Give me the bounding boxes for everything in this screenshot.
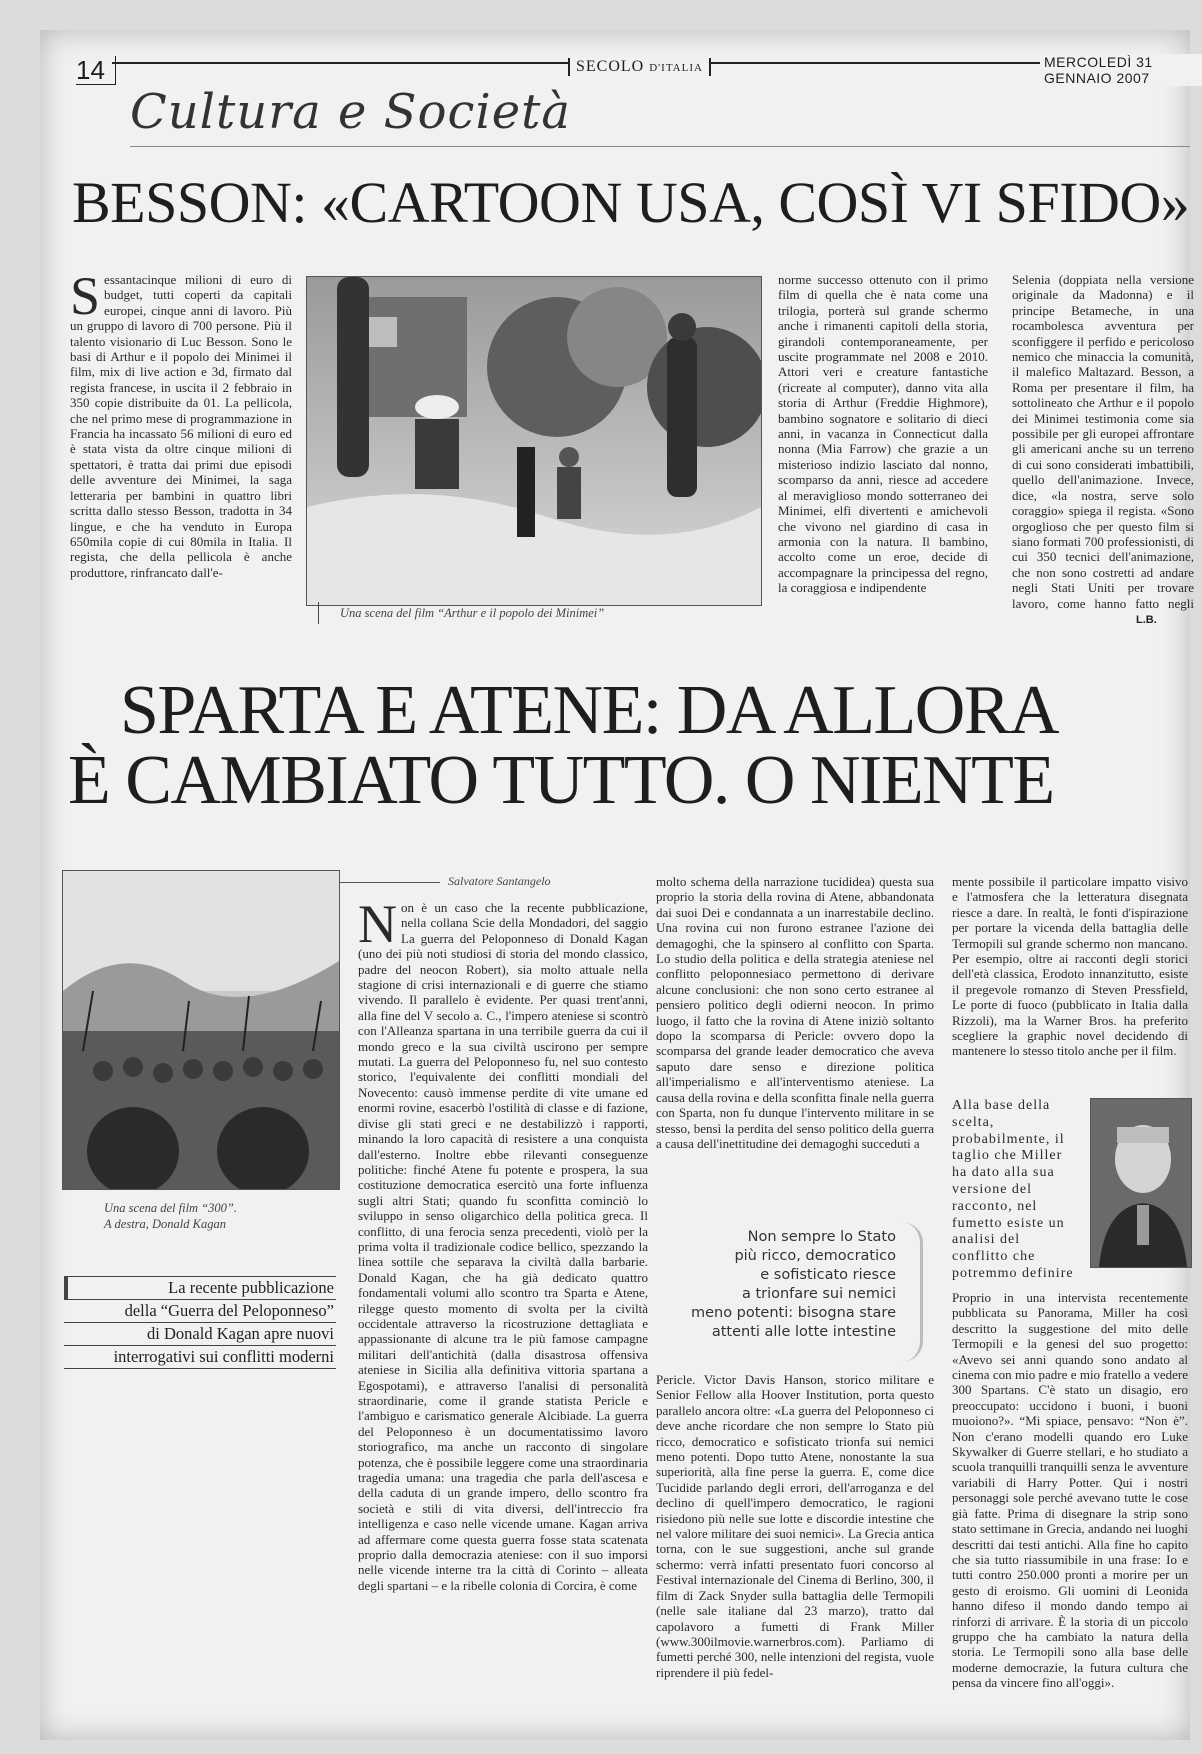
article2-column-3-top: mente possibile il particolare impatto visivo e l'atmosfera che la letteratura disegnata riesce a dare. In realtà, le fonti d'ispirazione per portare la vicenda della battaglia delle Termopili sul grande schermo non mancano. Per esempio, oltre ai racconti degli storici dell'età classica, Erodoto innanzitutto, esiste il pregevole romanzo di Steven Pressfield, Le porte di fuoco (pubblicato in Italia dalla Rizzoli), ma la Warner Bros. ha preferito scegliere la graphic novel decidendo di mantenere lo stesso titolo anche per il film. bbox=[952, 874, 1188, 1059]
article1-headline: BESSON: «CARTOON USA, COSÌ VI SFIDO» bbox=[72, 170, 1190, 235]
byline-rule bbox=[340, 882, 440, 883]
article2-column-3-middle: Alla base della scelta, probabilmente, il taglio che Miller ha dato alla sua versione del racconto, nel fumetto esiste un analisi del conflitto che potremmo definire bbox=[952, 1098, 1074, 1281]
callout-line-2: della “Guerra del Peloponneso” bbox=[64, 1300, 336, 1323]
pullquote-line-5: meno potenti: bisogna stare bbox=[690, 1305, 896, 1321]
arthur-scene-illustration bbox=[307, 277, 761, 605]
portrait-illustration bbox=[1091, 1099, 1191, 1267]
callout-line-4: interrogativi sui conflitti moderni bbox=[64, 1346, 336, 1369]
article2-headline-line-2: È CAMBIATO TUTTO. O NIENTE bbox=[68, 742, 1054, 819]
donald-kagan-photo bbox=[1090, 1098, 1192, 1268]
article2-column-1 bbox=[358, 900, 648, 1722]
issue-date: MERCOLEDÌ 31 GENNAIO 2007 bbox=[1040, 54, 1202, 86]
article2-column-2-top: molto schema della narrazione tucididea) questa sua proprio la storia della rovina di Atene, abbandonata dai suoi Dei e condannata a un inarrestabile declino. Una rovina cui non furono estranee l'azione dei demagoghi, che la spinsero al conflitto con Sparta. Lo studio della politica e della strategia ateniese nel conflitto peloponnesiaco permettono di derivare alcune conclusioni: che non sono certo estranee al pensiero politico degli odierni neocon. In primo luogo, il fatto che la rovina di Atene iniziò soltanto dopo la scomparsa di Pericle: ovvero dopo la scomparsa del grande leader democratico che aveva saputo dare senso e direzione politica all'imperialismo e all'interventismo ateniese. La causa della rovina e della sconfitta finale nella guerra con Sparta, non fu dunque l'intervento militare in se stesso, bensì la perdita del senso politico della guerra a causa dell'inettitudine dei demagoghi succeduti a bbox=[656, 874, 934, 1151]
article1-column-3: Selenia (doppiata nella versione originale da Madonna) e il principe Betameche, in una rocambolesca avventura per sconfiggere il perfido e pericoloso nemico che minaccia la comunità, il malefico Maltazard. Besson, a Roma per presentare il film, ha sottolineato che Arthur e il popolo dei Minimei testimonia come sia possibile per gli europei affrontare gli americani anche su un terreno di cui sono considerati imbattibili, quello dell'animazione. Invece, dice, «la nostra, serve solo coraggio» spiega il regista. «Sono orgoglioso che per questo film si siano formati 700 professionisti, di cui 350 tecnici dell'animazione, che non sono costretti ad andare negli Stati Uniti per trovare lavoro, come hanno fatto negli bbox=[1012, 272, 1194, 611]
article2-caption-line-1: Una scena del film “300”. bbox=[104, 1201, 237, 1215]
article1-photo-caption: Una scena del film “Arthur e il popolo dei Minimei” bbox=[340, 606, 605, 620]
article1-column-2: norme successo ottenuto con il primo film di quella che è nata come una trilogia, porterà sul grande schermo anche i rimanenti capitoli della storia, girandoli contemporaneamente, per uscite programmate nel 2008 e 2010. Attori veri e creature fantastiche (ricreate al computer), danno vita alla storia di Arthur (Freddie Highmore), bambino sognatore e solitario di dieci anni, in vacanza in Connecticut dalla nonna (Mia Farrow) che grazie a un misterioso indizio lasciato dal nonno, scomparso da anni, riesce ad accedere al meraviglioso mondo sotterraneo dei Minimei, elfi divertenti e amichevoli che vivono nel giardino di casa in armonia con la natura. Il bambino, accolto come un eroe, decide di accompagnare la principessa del regno, la coraggiosa e indipendente bbox=[778, 272, 988, 596]
article1-signoff: L.B. bbox=[1136, 614, 1157, 626]
callout-line-3: di Donald Kagan apre nuovi bbox=[64, 1323, 336, 1346]
article2-caption-line-2: A destra, Donald Kagan bbox=[104, 1217, 226, 1231]
section-rule bbox=[130, 146, 1190, 147]
article2-pullquote bbox=[660, 1228, 896, 1342]
film-300-photo bbox=[62, 870, 340, 1190]
article2-headline-line-1: SPARTA E ATENE: DA ALLORA bbox=[120, 672, 1059, 749]
article2-photo-caption bbox=[104, 1200, 237, 1232]
article1-dropcap: S bbox=[70, 272, 101, 326]
article2-dropcap: N bbox=[358, 900, 397, 954]
article1-column-1 bbox=[70, 272, 292, 630]
masthead bbox=[568, 58, 711, 76]
article2-col1-text: on è un caso che la recente pubblicazione, nella collana Scie della Mondadori, del saggio La guerra del Peloponneso di Donald Kagan (uno dei più noti studiosi di storia del mondo classico, padre del neocon Robert), sia molto attuale nella stagione di crisi internazionali e di guerre che stiamo vivendo. Il parallelo è evidente. Per quasi trent'anni, alla fine del V secolo a. C., l'impero ateniese si scontrò con l'Alleanza spartana in una terribile guerra da cui il mondo greco e la sua civiltà uscirono per sempre mutati. La guerra del Peloponneso fu, nel suo contesto storico, l'equivalente dei conflitti mondiali del Novecento: causò immense perdite di vite umane ed enormi rovine, esacerbò l'ostilità di classe e di fazione, divise gli stati greci e ne destabilizzò i rapporti, minando la loro capacità di resistere a una conquista dall'esterno. Inoltre ebbe rilevanti conseguenze politiche: finché Atene fu potente e prospera, la sua costituzione democratica esercitò una forte influenza sugli altri Stati; quando fu sconfitta cominciò lo sviluppo in senso oligarchico della politica greca. Il conflitto, di una ferocia senza precedenti, violò per la prima volta il tradizionale codice bellico, spezzando la linea sottile che separava la civiltà dalla barbarie. Donald Kagan, che ha già dedicato quattro fondamentali volumi allo scontro tra Sparta e Atene, rilegge questo momento di svolta per la civiltà occidentale attraverso la ricostruzione dettagliata e appassionante di alcune tra le più famose campagne militari dell'antichità (dalla disastrosa offensiva ateniese in Sicilia alla definitiva vittoria spartana a Egospotami), e attraverso l'analisi di personalità straordinarie, come il grande statista Pericle e l'ambiguo e carismatico generale Alcibiade. La guerra del Peloponneso è un documentatissimo lavoro storiografico, ma anche un racconto di singolare potenza, che è possibile leggere come una straordinaria tragedia umana: una tragedia che parla dell'ascesa e della caduta di un grande impero, dello scontro fra società e stili di vita diversi, dell'intreccio fra intelligenza e caso nelle vicende umane. Kagan arriva ad affermare come questa guerra fosse stata scatenata proprio dalla democrazia ateniese: con il suo imporsi nelle vicende interne tra la città di Corinto – alleata degli spartani – e la ribelle colonia di Corcira, è come bbox=[358, 900, 648, 1593]
pullquote-line-1: Non sempre lo Stato bbox=[747, 1229, 896, 1245]
article2-column-2-bottom: Pericle. Victor Davis Hanson, storico militare e Senior Fellow alla Hoover Institution, porta questo parallelo ancora oltre: «La guerra del Peloponneso ci deve anche ricordare che non sempre lo Stato più ricco, democratico e sofisticato trionfa sui nemici meno potenti. Dopo tutto Atene, nonostante la sua superiorità, alla fine perse la guerra. E, come dice Tucidide parlando degli errori, dell'arroganza e del declino di quell'impero democratico, le ragioni risiedono più nelle sue lotte e discordie intestine che nel valore militare dei suoi nemici». La Grecia antica torna, con le sue suggestioni, anche sul grande schermo: verrà infatti presentato fuori concorso al Festival internazionale del Cinema di Berlino, 300, il film di Zack Snyder sulla battaglia delle Termopili (nelle sale italiane dal 23 marzo), tratto dal capolavoro a fumetti di Frank Miller (www.300ilmovie.warnerbros.com). Parliamo di fumetti perché 300, nelle intenzioni del regista, vuole riprendere il più fedel- bbox=[656, 1372, 934, 1680]
article2-headline bbox=[68, 672, 1202, 819]
pullquote-bracket bbox=[902, 1222, 923, 1362]
article1-col1-text: essantacinque milioni di euro di budget, tutti coperti da capitali europei, cinque anni di lavoro. Più un gruppo di lavoro di 700 persone. Più il talento visionario di Luc Besson. Sono le basi di Arthur e il popolo dei Minimei il film, mix di live action e 3d, firmato dal regista francese, in uscita il 2 febbraio in 350 copie distribuite da 01. La pellicola, che nel primo mese di programmazione in Francia ha incassato 56 milioni di euro ed è stata vista da oltre cinque milioni di spettatori, è tratta dai primi due episodi delle avventure dei Minimei, la saga letteraria per bambini in quattro libri scritta dallo stesso Besson, tradotta in 34 lingue, e che ha venduto in Europa 650mila copie di cui 80mila in Italia. Il regista, che della pellicola è anche produttore, rinfrancato dall'e- bbox=[70, 272, 292, 580]
page-number: 14 bbox=[76, 56, 116, 85]
arthur-film-photo bbox=[306, 276, 762, 606]
article1-caption-rule bbox=[318, 602, 319, 624]
masthead-suffix: D'ITALIA bbox=[649, 62, 703, 74]
article2-column-3-bottom: Proprio in una intervista recentemente pubblicata su Panorama, Miller ha così descritto la suggestione del mito delle Termopili e la genesi del suo progetto: «Avevo sei anni quando sono andato al cinema con mio padre e mio fratello a vedere 300 Spartans. C'è stato un disagio, ero preoccupato: uccidono i buoni, i buoni muoiono?». “Mi spiace, pensavo: “Non è”. Non c'erano modelli quando ero Luke Skywalker di Guerre stellari, e ho studiato a scuola tranquilli tranquilli senza le avventure variabili di Harry Potter. Qui i nostri personaggi sole perché avevano tutte le cose già fatte. Prima di disegnare la strip sono stato settimane in Grecia, andando nei luoghi descritti dai testi antichi. Alla fine ho capito che sia tutto riassumibile in una frase: Io e tutti contro 250.000 pronti a morire per un gesto di eroismo. Gli uomini di Leonida hanno difeso il mondo dando tempo ai rinforzi di arrivare. È la storia di un piccolo gruppo che ha cambiato la natura della storia. Le Termopili sono alla base delle moderne democrazie, la futura cultura che pensa da vincere fino all'oggi». bbox=[952, 1290, 1188, 1691]
pullquote-line-6: attenti alle lotte intestine bbox=[711, 1324, 896, 1340]
pullquote-line-3: e sofisticato riesce bbox=[760, 1267, 896, 1283]
section-title: Cultura e Società bbox=[130, 84, 572, 140]
callout-line-1: La recente pubblicazione bbox=[64, 1276, 336, 1300]
pullquote-line-2: più ricco, democratico bbox=[734, 1248, 896, 1264]
pullquote-line-4: a trionfare sui nemici bbox=[741, 1286, 896, 1302]
masthead-title: SECOLO bbox=[576, 58, 645, 75]
article2-callout bbox=[64, 1276, 336, 1369]
article2-byline: Salvatore Santangelo bbox=[448, 874, 551, 888]
battle-scene-illustration bbox=[63, 871, 339, 1189]
